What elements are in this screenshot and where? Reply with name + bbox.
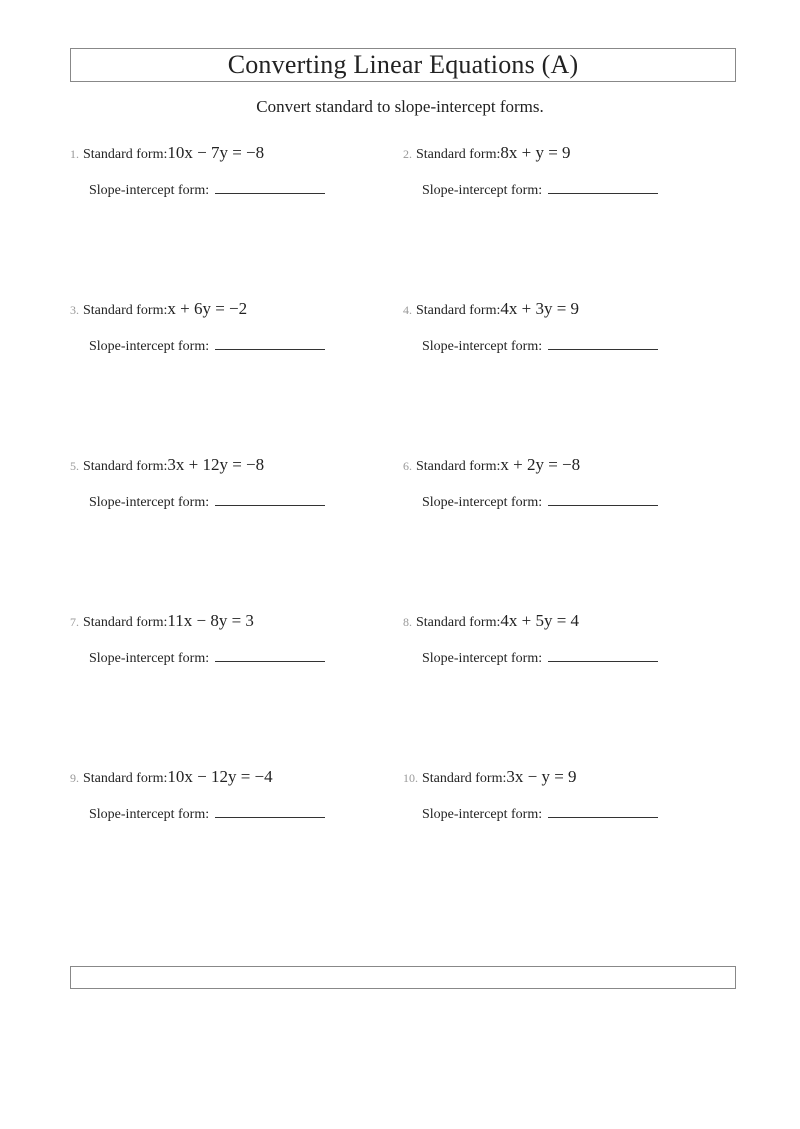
problem-item <box>403 767 723 823</box>
slope-intercept-label: Slope-intercept form: <box>422 339 543 354</box>
slope-intercept-label: Slope-intercept form: <box>89 339 210 354</box>
problem-number: 9. <box>70 771 79 785</box>
problem-item <box>70 767 390 823</box>
problem-item <box>70 611 390 667</box>
answer-blank[interactable] <box>548 493 658 506</box>
standard-form-label: Standard form: <box>416 147 501 162</box>
problem-number: 1. <box>70 147 79 161</box>
problem-number: 6. <box>403 459 412 473</box>
slope-intercept-label: Slope-intercept form: <box>89 495 210 510</box>
answer-blank[interactable] <box>548 649 658 662</box>
answer-blank[interactable] <box>215 649 325 662</box>
answer-blank[interactable] <box>548 805 658 818</box>
standard-form-label: Standard form: <box>83 303 168 318</box>
standard-equation: 11x − 8y = 3 <box>167 611 254 630</box>
standard-equation: 4x + 3y = 9 <box>500 299 580 318</box>
problem-item <box>70 299 390 355</box>
standard-equation: 3x − y = 9 <box>506 767 577 786</box>
standard-equation: 8x + y = 9 <box>500 143 571 162</box>
standard-form-label: Standard form: <box>83 459 168 474</box>
answer-blank[interactable] <box>215 805 325 818</box>
answer-blank[interactable] <box>215 493 325 506</box>
problem-number: 5. <box>70 459 79 473</box>
problem-number: 2. <box>403 147 412 161</box>
problem-number: 7. <box>70 615 79 629</box>
standard-equation: 10x − 12y = −4 <box>167 767 273 786</box>
slope-intercept-label: Slope-intercept form: <box>422 183 543 198</box>
title-box <box>70 48 736 82</box>
standard-equation: x + 6y = −2 <box>167 299 248 318</box>
problem-item <box>403 611 723 667</box>
problem-item <box>403 299 723 355</box>
standard-form-label: Standard form: <box>416 303 501 318</box>
problem-item <box>70 455 390 511</box>
standard-form-label: Standard form: <box>83 615 168 630</box>
standard-equation: x + 2y = −8 <box>500 455 581 474</box>
slope-intercept-label: Slope-intercept form: <box>89 651 210 666</box>
answer-blank[interactable] <box>215 337 325 350</box>
answer-blank[interactable] <box>215 181 325 194</box>
problem-item <box>403 143 723 199</box>
problem-number: 4. <box>403 303 412 317</box>
instructions: Convert standard to slope-intercept forms. <box>256 97 544 116</box>
problem-item <box>403 455 723 511</box>
problem-number: 8. <box>403 615 412 629</box>
standard-equation: 10x − 7y = −8 <box>167 143 265 162</box>
answer-blank[interactable] <box>548 337 658 350</box>
standard-equation: 4x + 5y = 4 <box>500 611 580 630</box>
standard-form-label: Standard form: <box>83 147 168 162</box>
footer-box <box>70 966 736 989</box>
standard-form-label: Standard form: <box>416 459 501 474</box>
slope-intercept-label: Slope-intercept form: <box>89 807 210 822</box>
problem-item <box>70 143 390 199</box>
problem-number: 10. <box>403 771 418 785</box>
standard-form-label: Standard form: <box>83 771 168 786</box>
slope-intercept-label: Slope-intercept form: <box>422 495 543 510</box>
worksheet-title: Converting Linear Equations (A) <box>227 50 579 79</box>
standard-form-label: Standard form: <box>422 771 507 786</box>
answer-blank[interactable] <box>548 181 658 194</box>
slope-intercept-label: Slope-intercept form: <box>422 807 543 822</box>
slope-intercept-label: Slope-intercept form: <box>422 651 543 666</box>
problem-number: 3. <box>70 303 79 317</box>
slope-intercept-label: Slope-intercept form: <box>89 183 210 198</box>
standard-equation: 3x + 12y = −8 <box>167 455 265 474</box>
standard-form-label: Standard form: <box>416 615 501 630</box>
